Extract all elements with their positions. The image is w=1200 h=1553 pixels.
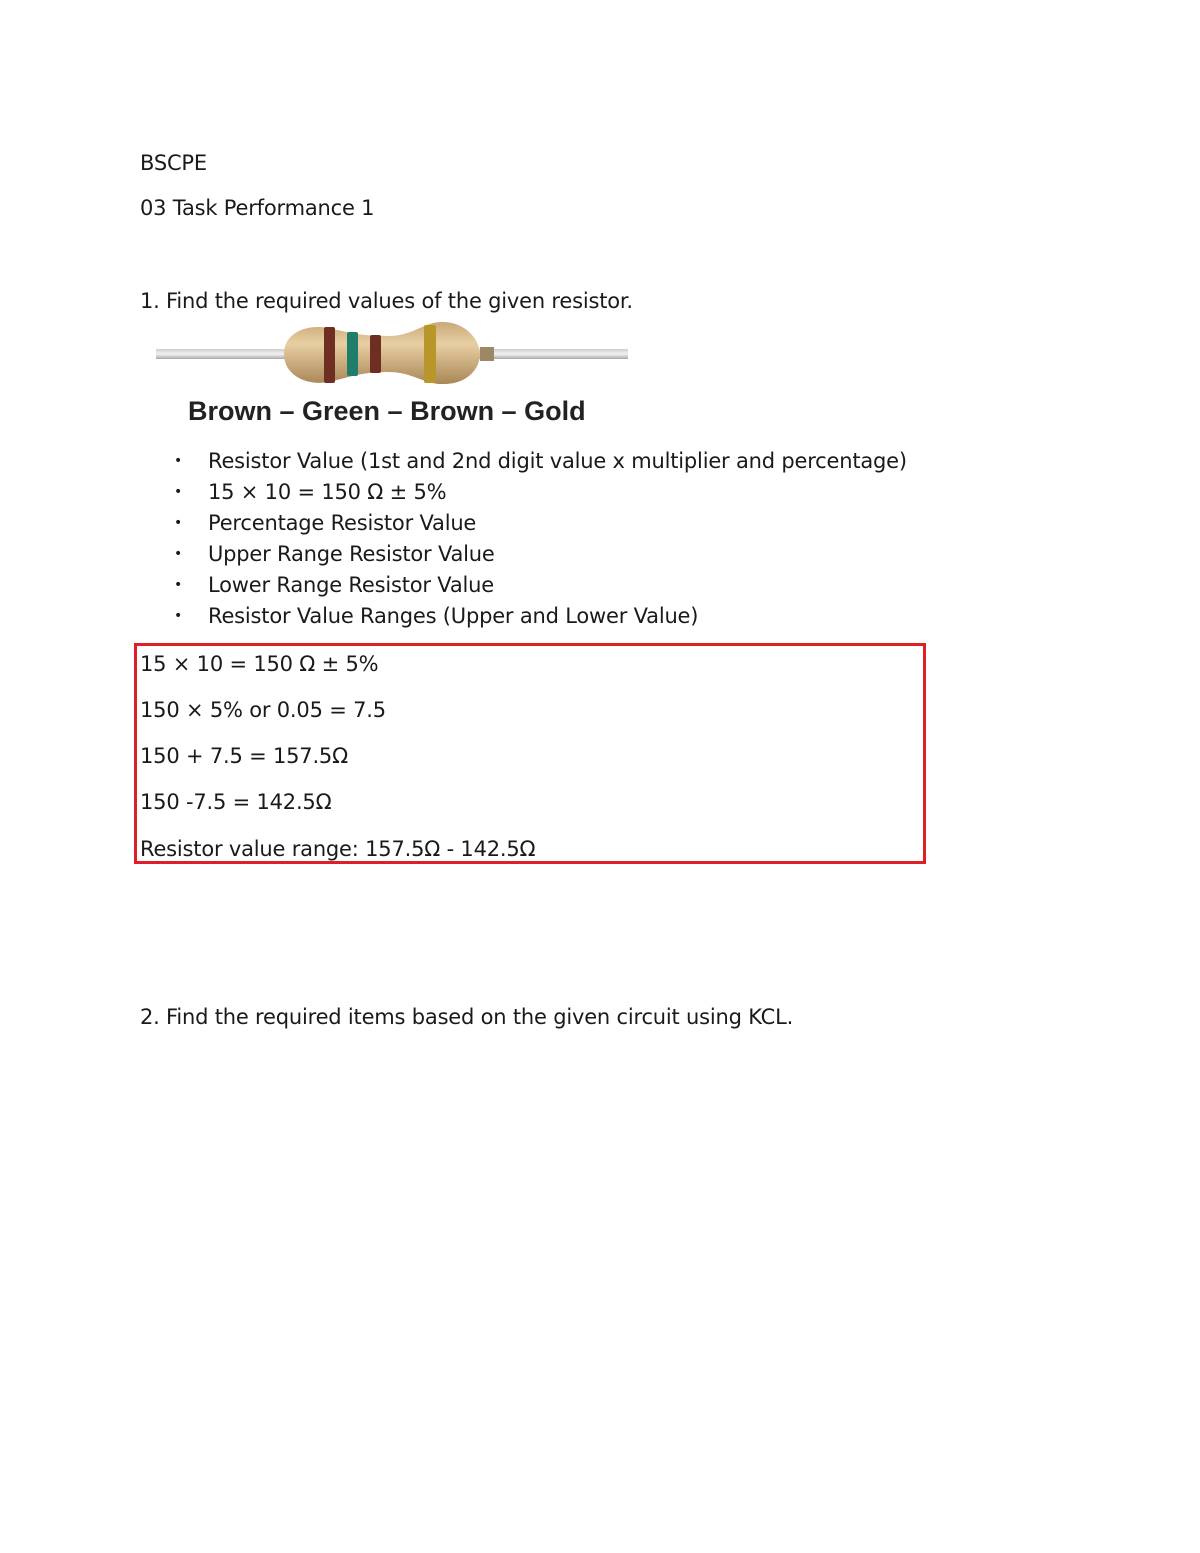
list-item: • Resistor Value (1st and 2nd digit value x multiplier and percentage)	[174, 449, 907, 473]
question-2-number: 2.	[140, 1005, 160, 1029]
resistor-image	[152, 316, 632, 396]
question-2	[140, 1004, 793, 1030]
band-brown-2	[370, 335, 381, 373]
band-caption: Brown – Green – Brown – Gold	[188, 396, 586, 426]
answer-box	[134, 643, 926, 864]
resistor-body	[284, 322, 480, 384]
task-title: 03 Task Performance 1	[140, 196, 375, 220]
bullet-icon: •	[174, 484, 183, 500]
bullet-list	[172, 447, 907, 633]
band-brown-1	[324, 327, 335, 383]
answer-line: 150 -7.5 = 142.5Ω	[140, 790, 332, 814]
answer-line: 15 × 10 = 150 Ω ± 5%	[140, 652, 379, 676]
answer-line: Resistor value range: 157.5Ω - 142.5Ω	[140, 837, 536, 861]
bullet-icon: •	[174, 577, 183, 593]
question-1	[140, 288, 633, 314]
list-item: • Resistor Value Ranges (Upper and Lower Value)	[174, 604, 699, 628]
answer-line: 150 × 5% or 0.05 = 7.5	[140, 698, 386, 722]
resistor-illustration	[152, 316, 632, 396]
list-item: • Percentage Resistor Value	[174, 511, 477, 535]
bullet-icon: •	[174, 453, 183, 469]
question-2-text: Find the required items based on the given circuit using KCL.	[166, 1005, 794, 1029]
answer-line: 150 + 7.5 = 157.5Ω	[140, 744, 348, 768]
band-green	[347, 332, 358, 376]
question-1-text: Find the required values of the given resistor.	[166, 289, 633, 313]
bullet-icon: •	[174, 515, 183, 531]
list-item: • Upper Range Resistor Value	[174, 542, 495, 566]
list-item: • Lower Range Resistor Value	[174, 573, 494, 597]
bullet-icon: •	[174, 546, 183, 562]
question-1-number: 1.	[140, 289, 160, 313]
resistor-endcap	[480, 347, 494, 361]
bullet-icon: •	[174, 608, 183, 624]
band-gold	[424, 325, 436, 383]
list-item: • 15 × 10 = 150 Ω ± 5%	[174, 480, 447, 504]
program-label: BSCPE	[140, 151, 207, 175]
